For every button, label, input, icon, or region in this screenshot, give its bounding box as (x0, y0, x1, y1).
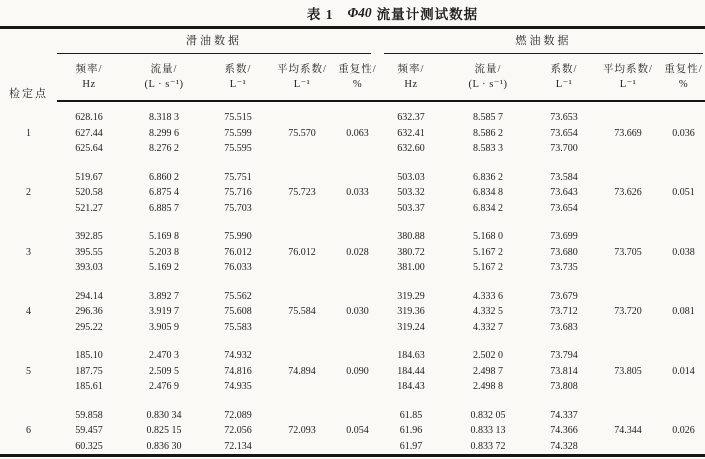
freq-value: 627.44 (75, 127, 103, 139)
header-unit: % (352, 79, 363, 90)
freq-value: 520.58 (75, 187, 103, 198)
coef-value: 74.337 (550, 409, 578, 421)
point-number: 2 (26, 187, 31, 198)
avg-coef-value: 76.012 (288, 246, 316, 258)
header-unit: L⁻¹ (293, 79, 311, 90)
header-unit: Hz (82, 79, 96, 90)
freq-value: 503.37 (397, 202, 425, 214)
coef-value: 75.608 (224, 306, 252, 317)
flow-value: 8.299 6 (149, 127, 179, 139)
coef-value: 76.033 (224, 262, 252, 273)
header-unit: % (678, 79, 689, 90)
row-spacer (0, 157, 705, 170)
freq-value: 392.85 (75, 231, 103, 242)
repeatability-value: 0.054 (346, 425, 369, 436)
flow-value: 4.332 5 (473, 306, 503, 317)
coef-value: 75.703 (224, 202, 252, 214)
flow-value: 2.470 3 (149, 350, 179, 361)
flow-value: 0.833 72 (470, 440, 506, 452)
flow-value: 2.498 8 (473, 381, 503, 392)
flow-value: 0.836 30 (146, 440, 182, 452)
row-spacer (0, 216, 705, 229)
flow-value: 8.276 2 (149, 143, 179, 154)
flow-value: 5.169 2 (149, 262, 179, 273)
coef-value: 73.643 (550, 187, 578, 198)
header-label: 流量/ (150, 64, 178, 75)
freq-value: 632.37 (397, 112, 425, 123)
fuel-freq-header (380, 54, 442, 101)
header-unit: L⁻¹ (229, 79, 247, 90)
freq-value: 184.44 (397, 365, 425, 377)
flow-value: 4.332 7 (473, 321, 503, 333)
flow-value: 2.509 5 (149, 365, 179, 377)
flow-value: 5.169 8 (149, 231, 179, 242)
header-unit: L⁻¹ (619, 79, 637, 90)
table-caption (0, 0, 705, 26)
freq-value: 521.27 (75, 202, 103, 214)
flow-value: 8.318 3 (149, 112, 179, 123)
freq-value: 625.64 (75, 143, 103, 154)
avg-coef-value: 72.093 (288, 425, 316, 436)
avg-coef-value: 73.669 (614, 127, 642, 139)
freq-value: 295.22 (75, 321, 103, 333)
repeatability-value: 0.033 (346, 187, 369, 198)
coef-value: 75.990 (224, 231, 252, 242)
flow-value: 5.167 2 (473, 246, 503, 258)
coef-value: 72.056 (224, 425, 252, 436)
freq-value: 319.29 (397, 290, 425, 302)
avg-coef-value: 73.705 (614, 246, 642, 258)
repeatability-value: 0.090 (346, 365, 369, 377)
repeatability-value: 0.036 (672, 127, 695, 139)
freq-value: 296.36 (75, 306, 103, 317)
coef-value: 74.366 (550, 425, 578, 436)
header-unit: (L · s⁻¹) (144, 79, 184, 90)
repeatability-value: 0.030 (346, 306, 369, 317)
coef-value: 75.583 (224, 321, 252, 333)
flow-value: 3.892 7 (149, 290, 179, 302)
flow-value: 0.830 34 (146, 409, 182, 421)
header-label: 流量/ (474, 64, 502, 75)
spacer-cell (0, 335, 705, 348)
freq-value: 319.36 (397, 306, 425, 317)
coef-value: 73.814 (550, 365, 578, 377)
flow-value: 5.167 2 (473, 262, 503, 273)
data-row (0, 408, 705, 424)
freq-value: 185.61 (75, 381, 103, 392)
freq-value: 632.60 (397, 143, 425, 154)
flowmeter-model: Φ40 (347, 5, 372, 20)
coef-value: 75.562 (224, 290, 252, 302)
point-number: 1 (26, 127, 31, 139)
coef-value: 73.679 (550, 290, 578, 302)
coef-value: 73.584 (550, 171, 578, 183)
table-header (0, 28, 705, 102)
freq-value: 628.16 (75, 112, 103, 123)
row-spacer (0, 395, 705, 408)
spacer-cell (0, 216, 705, 229)
coef-value: 73.735 (550, 262, 578, 273)
avg-coef-value: 73.626 (614, 187, 642, 198)
fuel-avg-coef-header (594, 54, 662, 101)
header-unit: (L · s⁻¹) (468, 79, 508, 90)
header-label: 重复性/ (338, 64, 377, 75)
lube-avg-coef-header (269, 54, 335, 101)
flow-value: 5.168 0 (473, 231, 503, 242)
header-unit: L⁻¹ (555, 79, 573, 90)
avg-coef-value: 73.720 (614, 306, 642, 317)
coef-value: 74.935 (224, 381, 252, 392)
header-label: 重复性/ (664, 64, 703, 75)
coef-value: 73.680 (550, 246, 578, 258)
avg-coef-value: 75.723 (288, 187, 316, 198)
header-label: 系数/ (550, 64, 578, 75)
freq-value: 184.63 (397, 350, 425, 361)
freq-value: 294.14 (75, 290, 103, 302)
freq-value: 319.24 (397, 321, 425, 333)
freq-value: 184.43 (397, 381, 425, 392)
coef-value: 76.012 (224, 246, 252, 258)
flow-value: 6.834 8 (473, 187, 503, 198)
lube-section-label: 滑油数据 (57, 29, 371, 54)
freq-value: 503.03 (397, 171, 425, 183)
spacer-cell (0, 395, 705, 408)
section-header-row (0, 28, 705, 55)
spacer-cell (0, 101, 705, 110)
header-label: 平均系数/ (277, 64, 327, 75)
freq-value: 60.325 (75, 440, 103, 452)
header-label: 平均系数/ (603, 64, 653, 75)
lube-flow-header (121, 54, 207, 101)
coef-value: 75.751 (224, 171, 252, 183)
table-caption-text: 流量计测试数据 (376, 7, 479, 22)
freq-value: 519.67 (75, 171, 103, 183)
repeatability-value: 0.038 (672, 246, 695, 258)
flow-value: 6.834 2 (473, 202, 503, 214)
freq-value: 632.41 (397, 127, 425, 139)
row-spacer (0, 335, 705, 348)
repeatability-value: 0.014 (672, 365, 695, 377)
avg-coef-value: 74.344 (614, 425, 642, 436)
flow-value: 8.586 2 (473, 127, 503, 139)
flow-value: 6.860 2 (149, 171, 179, 183)
repeatability-value: 0.026 (672, 425, 695, 436)
flow-value: 5.203 8 (149, 246, 179, 258)
coef-value: 73.712 (550, 306, 578, 317)
flow-value: 4.333 6 (473, 290, 503, 302)
freq-value: 59.457 (75, 425, 103, 436)
table-body (0, 101, 705, 456)
coef-value: 73.808 (550, 381, 578, 392)
flow-value: 6.836 2 (473, 171, 503, 183)
coef-value: 73.653 (550, 112, 578, 123)
flow-value: 3.919 7 (149, 306, 179, 317)
flow-value: 0.825 15 (146, 425, 182, 436)
spacer-cell (0, 276, 705, 289)
avg-coef-value: 75.584 (288, 306, 316, 317)
coef-value: 73.654 (550, 127, 578, 139)
flow-value: 6.875 4 (149, 187, 179, 198)
data-row (0, 110, 705, 126)
flow-value: 8.585 7 (473, 112, 503, 123)
freq-value: 187.75 (75, 365, 103, 377)
flow-value: 2.502 0 (473, 350, 503, 361)
point-number: 3 (26, 246, 31, 258)
header-label: 频率/ (75, 64, 103, 75)
fuel-flow-header (442, 54, 534, 101)
point-number: 4 (26, 306, 31, 317)
avg-coef-value: 75.570 (288, 127, 316, 139)
repeatability-value: 0.051 (672, 187, 695, 198)
header-label: 频率/ (397, 64, 425, 75)
fuel-section-label: 燃油数据 (384, 29, 703, 54)
flow-value: 2.498 7 (473, 365, 503, 377)
fuel-repeatability-header (662, 54, 705, 101)
freq-value: 61.85 (399, 409, 423, 421)
freq-value: 380.88 (397, 231, 425, 242)
freq-value: 381.00 (397, 262, 425, 273)
coef-value: 74.328 (550, 440, 578, 452)
coef-value: 75.716 (224, 187, 252, 198)
row-spacer (0, 276, 705, 289)
corner-header: 检定点 (9, 88, 48, 100)
flow-value: 6.885 7 (149, 202, 179, 214)
flow-value: 0.832 05 (470, 409, 506, 421)
flow-value: 0.833 13 (470, 425, 506, 436)
flow-value: 3.905 9 (149, 321, 179, 333)
flow-value: 2.476 9 (149, 381, 179, 392)
spacer-cell (0, 157, 705, 170)
coef-value: 74.932 (224, 350, 252, 361)
point-number: 6 (26, 425, 31, 436)
freq-value: 185.10 (75, 350, 103, 361)
lube-freq-header (57, 54, 121, 101)
coef-value: 73.700 (550, 143, 578, 154)
coef-value: 72.089 (224, 409, 252, 421)
coef-value: 73.794 (550, 350, 578, 361)
freq-value: 61.96 (399, 425, 423, 436)
repeatability-value: 0.028 (346, 246, 369, 258)
data-row (0, 289, 705, 305)
lube-coef-header (207, 54, 269, 101)
freq-value: 61.97 (399, 440, 423, 452)
data-row (0, 170, 705, 186)
avg-coef-value: 73.805 (614, 365, 642, 377)
flow-test-data-table (0, 26, 705, 457)
lube-repeatability-header (335, 54, 380, 101)
freq-value: 503.32 (397, 187, 425, 198)
fuel-section-header (380, 28, 705, 55)
data-row (0, 348, 705, 364)
coef-value: 74.816 (224, 365, 252, 377)
coef-value: 72.134 (224, 440, 252, 452)
freq-value: 59.858 (75, 409, 103, 421)
repeatability-value: 0.081 (672, 306, 695, 317)
coef-value: 73.683 (550, 321, 578, 333)
header-unit: Hz (404, 79, 418, 90)
coef-value: 75.515 (224, 112, 252, 123)
freq-value: 393.03 (75, 262, 103, 273)
flow-value: 8.583 3 (473, 143, 503, 154)
freq-value: 380.72 (397, 246, 425, 258)
point-number: 5 (26, 365, 31, 377)
coef-value: 75.595 (224, 143, 252, 154)
coef-value: 73.699 (550, 231, 578, 242)
freq-value: 395.55 (75, 246, 103, 258)
data-row (0, 229, 705, 245)
fuel-coef-header (534, 54, 594, 101)
repeatability-value: 0.063 (346, 127, 369, 139)
table-number: 表 1 (306, 7, 334, 22)
row-spacer (0, 101, 705, 110)
column-header-row (0, 54, 705, 101)
coef-value: 75.599 (224, 127, 252, 139)
header-label: 系数/ (224, 64, 252, 75)
coef-value: 73.654 (550, 202, 578, 214)
avg-coef-value: 74.894 (288, 365, 316, 377)
lube-section-header (57, 28, 380, 55)
